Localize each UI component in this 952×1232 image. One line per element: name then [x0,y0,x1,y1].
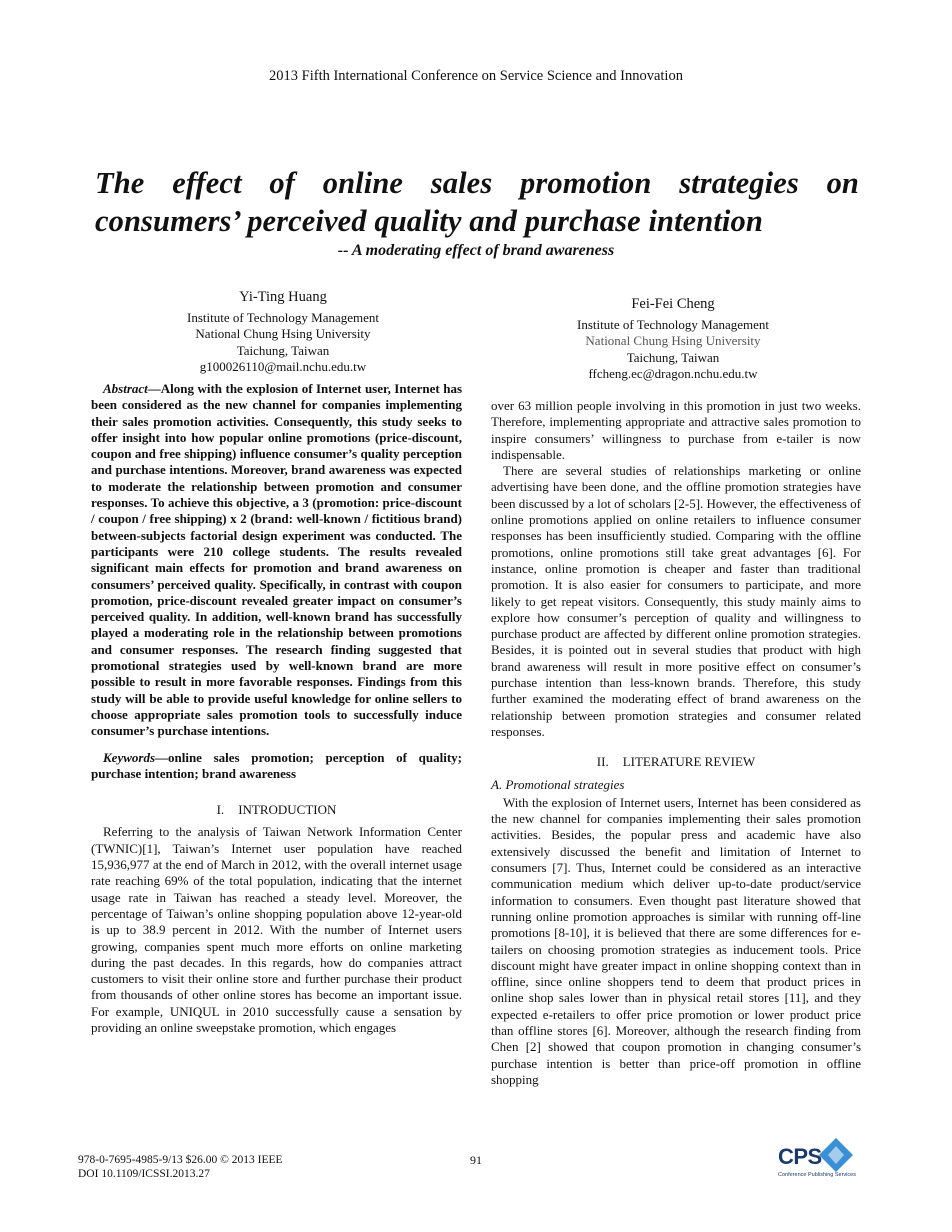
author-name: Fei-Fei Cheng [631,296,715,312]
page-number: 91 [470,1153,482,1167]
author-email: ffcheng.ec@dragon.nchu.edu.tw [588,366,758,381]
paper-title [95,164,859,240]
intro-paragraph-1-continued: over 63 million people involving in this promotion in just two weeks. Therefore, implementing appropriate and attractive sales promotion to inspire consumers’ willingness to purchase from e-tailer is now indispensable. [491,398,861,462]
left-column [91,381,462,1036]
keywords [91,750,462,783]
conference-header: 2013 Fifth International Conference on Service Science and Innovation [269,68,683,84]
intro-paragraph-2: There are several studies of relationships marketing or online advertising have been done, and the offline promotion strategies have been discussed by a lot of scholars [2-5]. However, the effectiveness of online promotions applied on online retailers to influence consumer responses has been insufficiently studied. Comparing with the offline promotions, online promotions still take great advantages [6]. For instance, online promotion is cheaper and faster than traditional promotion. It is also easier for consumers to participate, and more likely to get repeat visitors. Consequently, this study mainly aims to explore how consumer’s perception of quality and willingness to purchase product are affected by different online promotion strategies. Besides, it is pointed out in several studies that product with high brand awareness will result in more positive effect on consumer’s purchase intention than less-known brands. Therefore, this study further examined the moderating effect of brand awareness on the relationship between promotion strategies and consumer related responses. [491,463,861,739]
cps-logo [778,1136,860,1186]
abstract-label: Abstract— [103,381,161,396]
author-city: Taichung, Taiwan [626,349,720,365]
title-line-1: The effect of online sales promotion strategies on [95,166,859,200]
author-university: National Chung Hsing University [585,333,761,348]
section-heading-literature-review: II. LITERATURE REVIEW [596,754,756,770]
intro-paragraph-1: Referring to the analysis of Taiwan Network Information Center (TWNIC)[1], Taiwan’s Internet user population have reached 15,936,977 at the end of March in 2012, with the overall internet usage rate reaching 69% of the total population, indicating that the internet usage rate in Taiwan has reached a steady level. Moreover, the percentage of Taiwan’s online shopping population above 12-year-old is up to 38.9 percent in 2012. With the number of Internet users growing, companies spent much more efforts on online marketing during the past decades. In this regards, how do companies attract customers to visit their online store and further purchase their product from thousands of other online stores has become an important issue. For example, UNIQUL in 2010 successfully cause a sensation by providing an online sweepstake promotion, which engages [91,824,462,1035]
keywords-label: Keywords— [103,749,168,765]
abstract [91,381,462,740]
author-block-2 [540,296,806,383]
author-institute: Institute of Technology Management [577,316,769,332]
author-name: Yi-Ting Huang [239,289,327,305]
author-institute: Institute of Technology Management [187,309,379,325]
author-city: Taichung, Taiwan [236,342,330,358]
section-heading-introduction: I. INTRODUCTION [216,802,337,818]
abstract-text: Along with the explosion of Internet user, Internet has been considered as the new channel for companies implementing their sales promotion activities. Consequently, this study seeks to offer insight into how popular online promotions (price-discount, coupon and free shipping) influence consumer’s quality perception and purchase intentions. Moreover, brand awareness was expected to moderate the relationship between promotion and consumer responses. To achieve this objective, a 3 (promotion: price-discount / coupon / free shipping) x 2 (brand: well-known / fictitious brand) between-subjects factorial design experiment was conducted. The participants were 210 college students. The results revealed significant main effects for promotion and brand awareness on consumers’ perceived quality. Specifically, in contrast with coupon promotion, price-discount revealed greater impact on consumer’s perceived quality. In addition, well-known brand has successfully played a moderating role in the relationship between promotions and consumer responses. The research finding suggested that promotional strategies used by well-known brand are more possible to result in more favorable responses. Findings from this study will be able to provide useful knowledge for online sellers to choose appropriate sales promotion tools to successfully induce consumer’s purchase intentions. [91,381,462,739]
footer-doi: DOI 10.1109/ICSSI.2013.27 [78,1168,210,1180]
cps-logo-text: CPS [778,1144,822,1169]
cps-logo-tagline: Conference Publishing Services [778,1172,856,1178]
keywords-text: online sales promotion; perception of quality; purchase intention; brand awareness [91,749,462,781]
paper-subtitle: -- A moderating effect of brand awareness [337,242,615,259]
author-block-1 [150,289,416,376]
subsection-heading-promotional-strategies: A. Promotional strategies [491,776,625,792]
title-line-2: consumers’ perceived quality and purchase intention [95,204,763,238]
literature-paragraph-1: With the explosion of Internet users, Internet has been considered as the new channel for companies implementing their sales promotion activities. Besides, the popular press and academic have also extensively discussed the benefit and limitation of Internet to consumers [7]. Thus, Internet could be considered as an interactive communication medium which deliver up-to-date product/service information to consumers. Even thought past literature showed that running online promotion approaches is similar with running off-line promotions [8-10], it is believed that there are some differences for e-tailers on choosing promotion strategies as inducement tools. Price discount might have greater impact in online shopping context than in offline, since online shoppers tend to deem that product prices in online shop sales lower than in physical retail stores [11], and they expected e-retailers to offer price promotion or lower product price than offline stores [6]. Moreover, although the research finding from Chen [2] showed that coupon promotion in changing consumer’s purchase intention is better than price-off promotion in offline shopping [491,794,861,1087]
right-column [491,398,861,1088]
author-university: National Chung Hsing University [195,326,371,341]
author-email: g100026110@mail.nchu.edu.tw [199,359,367,374]
footer-isbn: 978-0-7695-4985-9/13 $26.00 © 2013 IEEE [78,1154,283,1166]
